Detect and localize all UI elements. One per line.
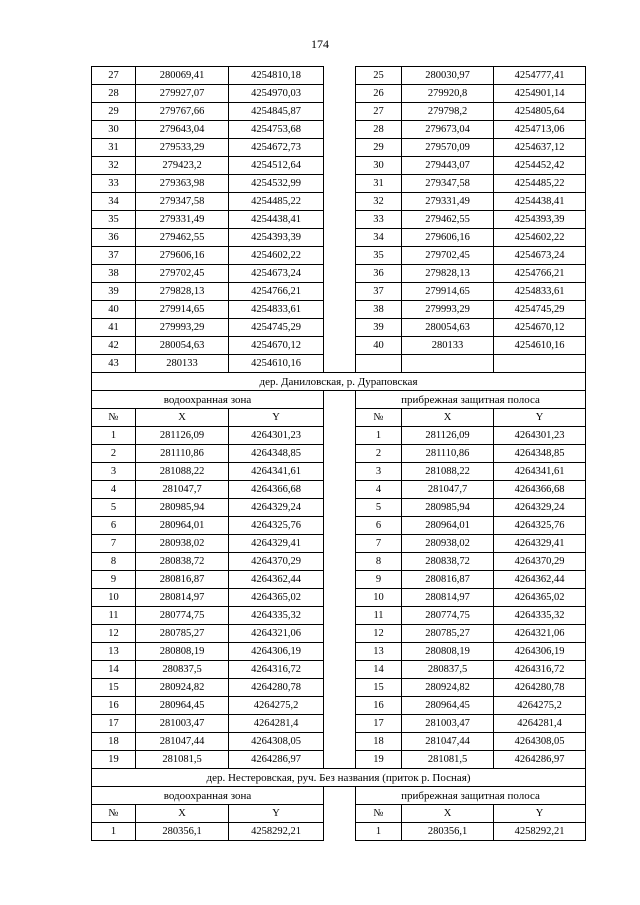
x-coordinate-cell: 281047,44 [136,733,229,751]
point-number-cell: 3 [356,463,402,481]
y-coordinate-cell: 4254610,16 [229,355,324,373]
section-title-row [92,373,586,391]
point-number-cell: 33 [356,211,402,229]
point-number-cell: 6 [356,517,402,535]
point-number-cell: 41 [92,319,136,337]
y-coordinate-cell: 4254670,12 [494,319,586,337]
point-number-cell: 36 [356,265,402,283]
x-coordinate-cell: 281081,5 [136,751,229,769]
x-coordinate-cell: 281088,22 [402,463,494,481]
x-coordinate-cell: 279606,16 [136,247,229,265]
y-coordinate-cell: 4264301,23 [494,427,586,445]
y-coordinate-cell: 4264325,76 [494,517,586,535]
x-coordinate-cell: 279347,58 [136,193,229,211]
point-number-cell: 36 [92,229,136,247]
x-coordinate-cell: 280964,45 [402,697,494,715]
y-coordinate-cell: 4264329,41 [229,535,324,553]
y-column-header: Y [494,409,586,427]
y-coordinate-cell: 4264348,85 [229,445,324,463]
point-number-cell: 13 [92,643,136,661]
number-column-header: № [356,805,402,823]
x-coordinate-cell: 280816,87 [136,571,229,589]
y-coordinate-cell: 4264301,23 [229,427,324,445]
y-coordinate-cell: 4254673,24 [494,247,586,265]
page-number: 174 [311,37,329,51]
x-coordinate-cell: 280054,63 [402,319,494,337]
point-number-cell: 19 [356,751,402,769]
point-number-cell: 35 [92,211,136,229]
point-number-cell: 17 [356,715,402,733]
y-coordinate-cell: 4264321,06 [229,625,324,643]
x-coordinate-cell: 279927,07 [136,85,229,103]
point-number-cell: 18 [356,733,402,751]
y-coordinate-cell: 4254438,41 [494,193,586,211]
y-column-header: Y [229,805,324,823]
y-coordinate-cell: 4254485,22 [494,175,586,193]
y-coordinate-cell: 4264308,05 [229,733,324,751]
y-coordinate-cell: 4254753,68 [229,121,324,139]
x-coordinate-cell: 280774,75 [402,607,494,625]
point-number-cell: 12 [92,625,136,643]
point-number-cell: 9 [356,571,402,589]
point-number-cell: 14 [92,661,136,679]
x-coordinate-cell: 281126,09 [402,427,494,445]
y-coordinate-cell: 4264370,29 [494,553,586,571]
y-coordinate-cell: 4254438,41 [229,211,324,229]
y-coordinate-cell: 4254673,24 [229,265,324,283]
y-coordinate-cell: 4254805,64 [494,103,586,121]
y-coordinate-cell: 4254970,03 [229,85,324,103]
coordinates-table [91,66,586,841]
point-number-cell: 13 [356,643,402,661]
point-number-cell: 16 [92,697,136,715]
point-number-cell: 30 [356,157,402,175]
y-coordinate-cell: 4254637,12 [494,139,586,157]
y-coordinate-cell: 4264286,97 [494,751,586,769]
point-number-cell: 8 [356,553,402,571]
point-number-cell: 40 [356,337,402,355]
point-number-cell: 29 [356,139,402,157]
y-coordinate-cell: 4264341,61 [229,463,324,481]
point-number-cell: 34 [356,229,402,247]
x-coordinate-cell: 279331,49 [402,193,494,211]
y-coordinate-cell: 4264370,29 [229,553,324,571]
y-coordinate-cell: 4254845,87 [229,103,324,121]
y-coordinate-cell: 4264275,2 [494,697,586,715]
x-coordinate-cell: 280774,75 [136,607,229,625]
column-gap [324,427,356,769]
y-coordinate-cell: 4254833,61 [229,301,324,319]
x-coordinate-cell: 280814,97 [402,589,494,607]
point-number-cell: 31 [92,139,136,157]
y-coordinate-cell: 4254532,99 [229,175,324,193]
x-column-header: X [402,409,494,427]
x-coordinate-cell: 281081,5 [402,751,494,769]
point-number-cell: 15 [92,679,136,697]
column-gap [324,823,356,841]
y-coordinate-cell: 4264329,24 [494,499,586,517]
x-coordinate-cell: 279914,65 [136,301,229,319]
y-coordinate-cell: 4254672,73 [229,139,324,157]
number-column-header: № [92,805,136,823]
point-number-cell: 29 [92,103,136,121]
point-number-cell: 43 [92,355,136,373]
y-coordinate-cell: 4254766,21 [229,283,324,301]
y-coordinate-cell: 4264308,05 [494,733,586,751]
y-coordinate-cell: 4264281,4 [229,715,324,733]
y-coordinate-cell: 4264362,44 [229,571,324,589]
point-number-cell: 11 [356,607,402,625]
x-column-header: X [402,805,494,823]
x-coordinate-cell: 280356,1 [136,823,229,841]
y-coordinate-cell: 4264348,85 [494,445,586,463]
point-number-cell: 32 [356,193,402,211]
point-number-cell: 8 [92,553,136,571]
x-column-header: X [136,409,229,427]
point-number-cell: 19 [92,751,136,769]
x-coordinate-cell: 280808,19 [136,643,229,661]
y-coordinate-cell: 4254393,39 [494,211,586,229]
x-coordinate-cell: 279798,2 [402,103,494,121]
x-coordinate-cell: 280985,94 [402,499,494,517]
point-number-cell: 34 [92,193,136,211]
y-coordinate-cell: 4254713,06 [494,121,586,139]
x-coordinate-cell: 281110,86 [402,445,494,463]
y-coordinate-cell: 4264280,78 [229,679,324,697]
point-number-cell: 31 [356,175,402,193]
x-coordinate-cell: 279673,04 [402,121,494,139]
point-number-cell: 30 [92,121,136,139]
x-coordinate-cell: 279423,2 [136,157,229,175]
point-number-cell: 25 [356,67,402,85]
table-row [92,427,586,445]
point-number-cell: 10 [356,589,402,607]
y-coordinate-cell: 4254777,41 [494,67,586,85]
x-coordinate-cell: 279443,07 [402,157,494,175]
x-coordinate-cell: 280054,63 [136,337,229,355]
number-column-header: № [356,409,402,427]
x-coordinate-cell: 280938,02 [136,535,229,553]
point-number-cell: 4 [92,481,136,499]
y-coordinate-cell: 4258292,21 [229,823,324,841]
y-coordinate-cell: 4258292,21 [494,823,586,841]
y-coordinate-cell: 4264335,32 [494,607,586,625]
point-number-cell: 7 [92,535,136,553]
y-coordinate-cell: 4254901,14 [494,85,586,103]
point-number-cell: 40 [92,301,136,319]
table-row [92,823,586,841]
x-coordinate-cell: 281110,86 [136,445,229,463]
point-number-cell: 37 [356,283,402,301]
x-coordinate-cell: 281126,09 [136,427,229,445]
y-coordinate-cell: 4264275,2 [229,697,324,715]
point-number-cell: 26 [356,85,402,103]
y-coordinate-cell: 4254833,61 [494,283,586,301]
x-column-header: X [136,805,229,823]
x-coordinate-cell: 280785,27 [136,625,229,643]
x-coordinate-cell: 279914,65 [402,283,494,301]
x-coordinate-cell: 280069,41 [136,67,229,85]
y-column-header: Y [229,409,324,427]
x-coordinate-cell: 279828,13 [402,265,494,283]
point-number-cell: 1 [92,823,136,841]
x-coordinate-cell: 279702,45 [136,265,229,283]
point-number-cell: 6 [92,517,136,535]
point-number-cell: 37 [92,247,136,265]
x-coordinate-cell: 281047,44 [402,733,494,751]
x-coordinate-cell: 280964,45 [136,697,229,715]
column-gap [324,787,356,823]
x-coordinate-cell: 279462,55 [402,211,494,229]
y-coordinate-cell: 4264329,41 [494,535,586,553]
y-coordinate-cell: 4264280,78 [494,679,586,697]
point-number-cell: 7 [356,535,402,553]
point-number-cell: 2 [356,445,402,463]
y-coordinate-cell: 4264365,02 [229,589,324,607]
x-coordinate-cell: 279828,13 [136,283,229,301]
point-number-cell: 3 [92,463,136,481]
x-coordinate-cell: 280785,27 [402,625,494,643]
x-coordinate-cell: 281003,47 [402,715,494,733]
x-coordinate-cell [402,355,494,373]
y-coordinate-cell: 4254745,29 [494,301,586,319]
x-coordinate-cell: 280964,01 [136,517,229,535]
x-coordinate-cell: 280938,02 [402,535,494,553]
y-coordinate-cell: 4254602,22 [229,247,324,265]
x-coordinate-cell: 280814,97 [136,589,229,607]
x-coordinate-cell: 280356,1 [402,823,494,841]
x-coordinate-cell: 280964,01 [402,517,494,535]
y-coordinate-cell: 4254512,64 [229,157,324,175]
water-protection-zone-heading: водоохранная зона [92,391,324,409]
x-coordinate-cell: 280837,5 [402,661,494,679]
x-coordinate-cell: 280838,72 [402,553,494,571]
point-number-cell [356,355,402,373]
y-coordinate-cell: 4264306,19 [229,643,324,661]
y-coordinate-cell: 4264281,4 [494,715,586,733]
y-coordinate-cell [494,355,586,373]
point-number-cell: 9 [92,571,136,589]
point-number-cell: 32 [92,157,136,175]
x-coordinate-cell: 279606,16 [402,229,494,247]
y-coordinate-cell: 4264365,02 [494,589,586,607]
y-coordinate-cell: 4264366,68 [494,481,586,499]
zone-heading-row [92,391,586,409]
x-coordinate-cell: 279702,45 [402,247,494,265]
x-coordinate-cell: 280133 [136,355,229,373]
section-title: дер. Даниловская, р. Дураповская [92,373,586,391]
point-number-cell: 28 [92,85,136,103]
point-number-cell: 39 [92,283,136,301]
x-coordinate-cell: 279331,49 [136,211,229,229]
point-number-cell: 11 [92,607,136,625]
x-coordinate-cell: 280133 [402,337,494,355]
zone-heading-row [92,787,586,805]
point-number-cell: 17 [92,715,136,733]
x-coordinate-cell: 279462,55 [136,229,229,247]
point-number-cell: 10 [92,589,136,607]
point-number-cell: 39 [356,319,402,337]
x-coordinate-cell: 281047,7 [136,481,229,499]
y-coordinate-cell: 4264362,44 [494,571,586,589]
point-number-cell: 1 [356,427,402,445]
point-number-cell: 1 [92,427,136,445]
point-number-cell: 38 [356,301,402,319]
y-coordinate-cell: 4254602,22 [494,229,586,247]
y-coordinate-cell: 4264341,61 [494,463,586,481]
y-coordinate-cell: 4264366,68 [229,481,324,499]
x-coordinate-cell: 281088,22 [136,463,229,481]
y-coordinate-cell: 4254670,12 [229,337,324,355]
y-coordinate-cell: 4254766,21 [494,265,586,283]
x-coordinate-cell: 279920,8 [402,85,494,103]
x-coordinate-cell: 280924,82 [402,679,494,697]
x-coordinate-cell: 279993,29 [136,319,229,337]
y-coordinate-cell: 4254745,29 [229,319,324,337]
table-row [92,67,586,85]
point-number-cell: 4 [356,481,402,499]
point-number-cell: 27 [356,103,402,121]
point-number-cell: 12 [356,625,402,643]
point-number-cell: 42 [92,337,136,355]
x-coordinate-cell: 280838,72 [136,553,229,571]
x-coordinate-cell: 279363,98 [136,175,229,193]
y-coordinate-cell: 4264325,76 [229,517,324,535]
point-number-cell: 27 [92,67,136,85]
x-coordinate-cell: 279347,58 [402,175,494,193]
point-number-cell: 5 [92,499,136,517]
x-coordinate-cell: 279570,09 [402,139,494,157]
point-number-cell: 16 [356,697,402,715]
y-coordinate-cell: 4264321,06 [494,625,586,643]
column-gap [324,391,356,427]
y-coordinate-cell: 4264316,72 [229,661,324,679]
x-coordinate-cell: 280985,94 [136,499,229,517]
point-number-cell: 15 [356,679,402,697]
y-coordinate-cell: 4264286,97 [229,751,324,769]
point-number-cell: 1 [356,823,402,841]
water-protection-zone-heading: водоохранная зона [92,787,324,805]
point-number-cell: 33 [92,175,136,193]
point-number-cell: 28 [356,121,402,139]
point-number-cell: 35 [356,247,402,265]
x-coordinate-cell: 279533,29 [136,139,229,157]
x-coordinate-cell: 279767,66 [136,103,229,121]
y-coordinate-cell: 4254452,42 [494,157,586,175]
point-number-cell: 5 [356,499,402,517]
x-coordinate-cell: 281047,7 [402,481,494,499]
y-coordinate-cell: 4254485,22 [229,193,324,211]
section-title: дер. Нестеровская, руч. Без названия (приток р. Посная) [92,769,586,787]
y-coordinate-cell: 4254393,39 [229,229,324,247]
point-number-cell: 2 [92,445,136,463]
x-coordinate-cell: 280837,5 [136,661,229,679]
point-number-cell: 38 [92,265,136,283]
point-number-cell: 14 [356,661,402,679]
y-coordinate-cell: 4254610,16 [494,337,586,355]
x-coordinate-cell: 280808,19 [402,643,494,661]
y-coordinate-cell: 4264329,24 [229,499,324,517]
section-title-row [92,769,586,787]
y-coordinate-cell: 4264316,72 [494,661,586,679]
x-coordinate-cell: 279643,04 [136,121,229,139]
coastal-protection-strip-heading: прибрежная защитная полоса [356,787,586,805]
y-coordinate-cell: 4254810,18 [229,67,324,85]
number-column-header: № [92,409,136,427]
y-coordinate-cell: 4264306,19 [494,643,586,661]
x-coordinate-cell: 280030,97 [402,67,494,85]
x-coordinate-cell: 281003,47 [136,715,229,733]
point-number-cell: 18 [92,733,136,751]
x-coordinate-cell: 279993,29 [402,301,494,319]
y-column-header: Y [494,805,586,823]
x-coordinate-cell: 280816,87 [402,571,494,589]
coastal-protection-strip-heading: прибрежная защитная полоса [356,391,586,409]
x-coordinate-cell: 280924,82 [136,679,229,697]
column-gap [324,67,356,373]
y-coordinate-cell: 4264335,32 [229,607,324,625]
